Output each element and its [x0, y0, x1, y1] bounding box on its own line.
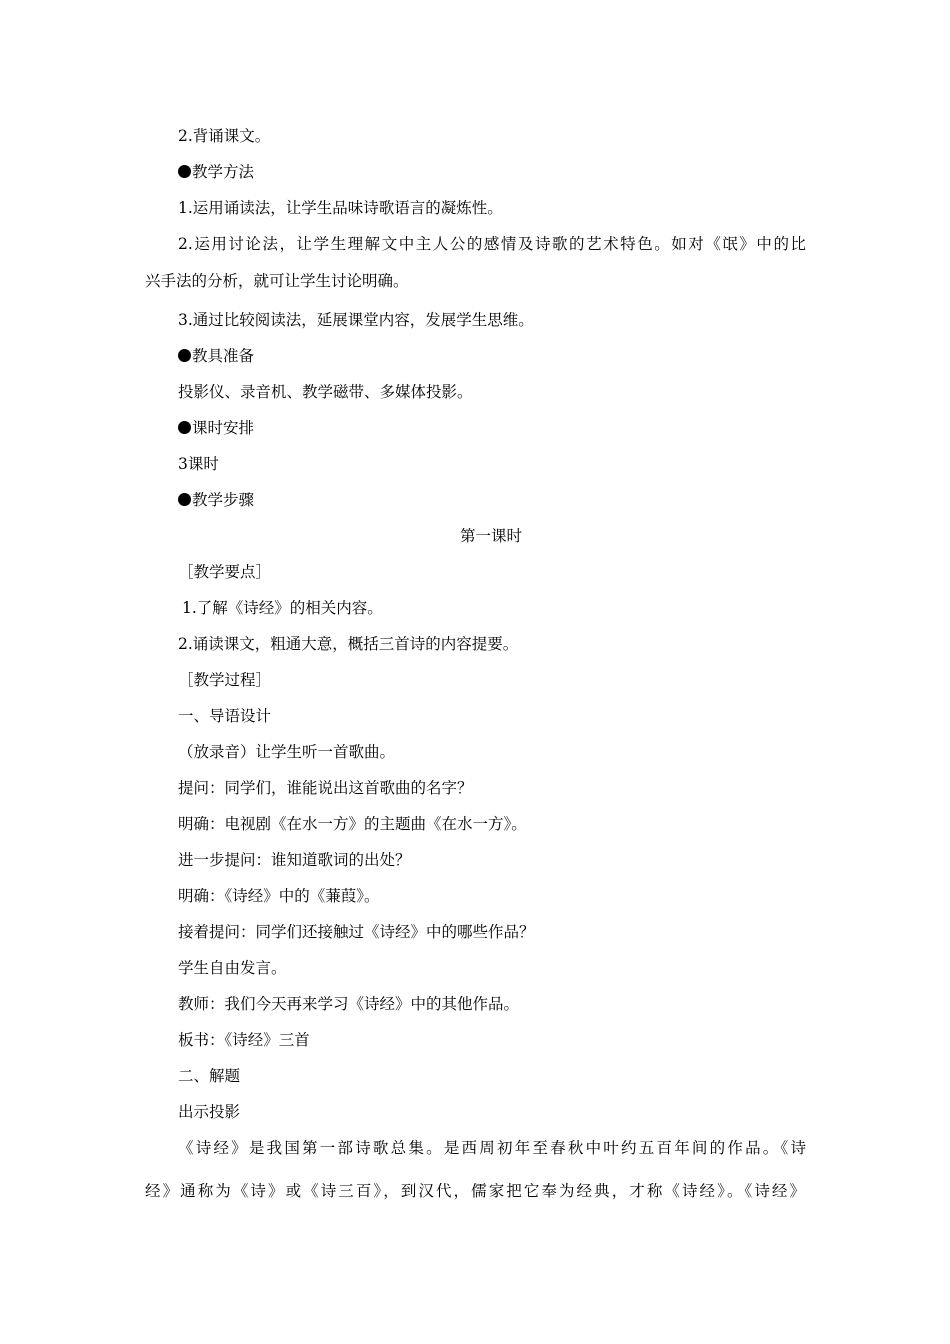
section-heading-label: 教学步骤 — [192, 491, 255, 509]
section-heading-schedule — [178, 417, 254, 439]
text-line: 3.通过比较阅读法，延展课堂内容，发展学生思维。 — [178, 311, 534, 329]
text-line: 2.背诵课文。 — [178, 127, 271, 145]
text-line: ［教学要点］ — [178, 563, 272, 581]
text-line: 投影仪、录音机、教学磁带、多媒体投影。 — [178, 383, 473, 401]
text-line: 进一步提问：谁知道歌词的出处？ — [178, 851, 411, 869]
text-line: 提问：同学们，谁能说出这首歌曲的名字？ — [178, 779, 473, 797]
bullet-icon — [178, 165, 191, 178]
bullet-icon — [178, 349, 191, 362]
text-line: 明确：《诗经》中的《蒹葭》。 — [178, 887, 380, 905]
lesson-title: 第一课时 — [459, 527, 522, 545]
text-line: 经》通称为《诗》或《诗三百》，到汉代，儒家把它奉为经典，才称《诗经》。《诗经》 — [145, 1182, 805, 1200]
section-heading-tools — [178, 345, 254, 367]
section-heading-label: 教具准备 — [192, 347, 255, 365]
text-line: 板书：《诗经》三首 — [178, 1031, 310, 1049]
text-line: 出示投影 — [178, 1103, 241, 1121]
bullet-icon — [178, 421, 191, 434]
text-line: 明确：电视剧《在水一方》的主题曲《在水一方》。 — [178, 815, 527, 833]
section-heading-steps — [178, 489, 254, 511]
bullet-icon — [178, 493, 191, 506]
text-line: 接着提问：同学们还接触过《诗经》中的哪些作品？ — [178, 923, 535, 941]
text-line: 二、解题 — [178, 1067, 241, 1085]
text-line: ［教学过程］ — [178, 671, 272, 689]
text-line: 《诗经》是我国第一部诗歌总集。是西周初年至春秋中叶约五百年间的作品。《诗 — [178, 1139, 806, 1157]
text-line: 2.诵读课文，粗通大意，概括三首诗的内容提要。 — [178, 635, 519, 653]
section-heading-method — [178, 161, 254, 183]
text-line: 一、导语设计 — [178, 707, 272, 725]
section-heading-label: 课时安排 — [192, 419, 255, 437]
text-line: 教师：我们今天再来学习《诗经》中的其他作品。 — [178, 995, 520, 1013]
text-line: 1.运用诵读法，让学生品味诗歌语言的凝炼性。 — [178, 199, 503, 217]
text-line: （放录音）让学生听一首歌曲。 — [178, 743, 396, 761]
text-line: 2.运用讨论法，让学生理解文中主人公的感情及诗歌的艺术特色。如对《氓》中的比 — [178, 235, 806, 253]
text-line: 兴手法的分析，就可让学生讨论明确。 — [145, 272, 409, 290]
text-line: 1.了解《诗经》的相关内容。 — [182, 599, 383, 617]
text-line: 3课时 — [178, 455, 219, 473]
section-heading-label: 教学方法 — [192, 163, 255, 181]
text-line: 学生自由发言。 — [178, 959, 287, 977]
